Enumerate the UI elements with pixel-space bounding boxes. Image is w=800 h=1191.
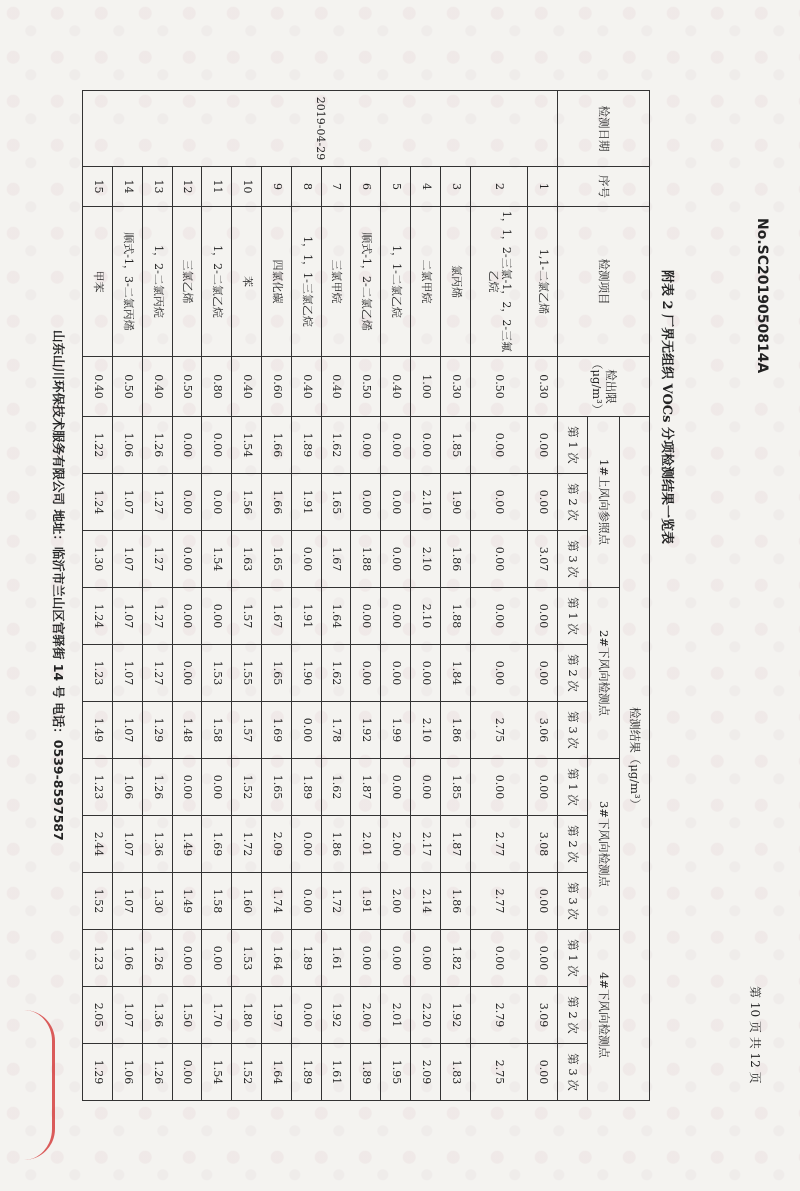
item-cell: 1，1，2-三氯-1，2，2-三氟乙烷 (470, 207, 527, 357)
value-cell: 0.00 (291, 702, 321, 759)
seq-cell: 5 (381, 167, 411, 207)
value-cell: 1.74 (262, 873, 292, 930)
value-cell: 1.26 (142, 417, 172, 474)
value-cell: 0.00 (381, 645, 411, 702)
limit-cell: 0.30 (440, 357, 470, 417)
value-cell: 0.00 (470, 588, 527, 645)
value-cell: 1.69 (262, 702, 292, 759)
seq-cell: 13 (142, 167, 172, 207)
value-cell: 1.61 (321, 930, 351, 987)
seq-cell: 2 (470, 167, 527, 207)
limit-cell: 0.50 (470, 357, 527, 417)
value-cell: 3.08 (528, 816, 558, 873)
table-row (202, 91, 232, 1101)
value-cell: 1.64 (262, 1044, 292, 1101)
value-cell: 1.30 (83, 531, 113, 588)
value-cell: 1.36 (142, 987, 172, 1044)
table-row (83, 91, 113, 1101)
value-cell: 1.22 (83, 417, 113, 474)
item-cell: 四氯化碳 (262, 207, 292, 357)
seq-cell: 14 (112, 167, 142, 207)
value-cell: 1.27 (142, 588, 172, 645)
value-cell: 0.00 (528, 873, 558, 930)
value-cell: 1.07 (112, 645, 142, 702)
table-row (291, 91, 321, 1101)
value-cell: 2.00 (381, 873, 411, 930)
seq-cell: 10 (232, 167, 262, 207)
value-cell: 0.00 (381, 588, 411, 645)
item-cell: 1,1-二氯乙烯 (528, 207, 558, 357)
value-cell: 2.01 (351, 816, 381, 873)
item-cell: 氯丙烯 (440, 207, 470, 357)
value-cell: 1.36 (142, 816, 172, 873)
value-cell: 1.91 (291, 588, 321, 645)
value-cell: 2.01 (381, 987, 411, 1044)
value-cell: 2.05 (83, 987, 113, 1044)
value-cell: 1.88 (351, 531, 381, 588)
value-cell: 1.58 (202, 873, 232, 930)
seq-cell: 12 (172, 167, 202, 207)
value-cell: 1.57 (232, 702, 262, 759)
value-cell: 1.29 (83, 1044, 113, 1101)
value-cell: 1.54 (232, 417, 262, 474)
value-cell: 0.00 (528, 417, 558, 474)
value-cell: 1.26 (142, 930, 172, 987)
value-cell: 0.00 (202, 588, 232, 645)
value-cell: 1.26 (142, 1044, 172, 1101)
value-cell: 1.49 (172, 816, 202, 873)
value-cell: 1.54 (202, 1044, 232, 1101)
value-cell: 2.77 (470, 873, 527, 930)
value-cell: 0.00 (528, 930, 558, 987)
header-point-4: 4#下风向检测点 (588, 930, 620, 1101)
table-row (112, 91, 142, 1101)
value-cell: 1.06 (112, 759, 142, 816)
value-cell: 1.06 (112, 1044, 142, 1101)
value-cell: 1.89 (291, 417, 321, 474)
value-cell: 1.86 (440, 702, 470, 759)
seq-cell: 6 (351, 167, 381, 207)
table-row (262, 91, 292, 1101)
value-cell: 0.00 (351, 417, 381, 474)
value-cell: 2.10 (411, 531, 441, 588)
value-cell: 1.50 (172, 987, 202, 1044)
table-row (172, 91, 202, 1101)
value-cell: 1.78 (321, 702, 351, 759)
value-cell: 1.24 (83, 474, 113, 531)
value-cell: 1.61 (321, 1044, 351, 1101)
value-cell: 1.69 (202, 816, 232, 873)
value-cell: 2.09 (411, 1044, 441, 1101)
value-cell: 3.07 (528, 531, 558, 588)
value-cell: 1.72 (232, 816, 262, 873)
table-row (411, 91, 441, 1101)
value-cell: 1.66 (262, 417, 292, 474)
value-cell: 0.00 (411, 759, 441, 816)
value-cell: 0.00 (351, 930, 381, 987)
value-cell: 0.00 (411, 930, 441, 987)
value-cell: 1.95 (381, 1044, 411, 1101)
date-cell: 2019-04-29 (83, 91, 558, 167)
limit-cell: 0.40 (291, 357, 321, 417)
table-row (470, 91, 527, 1101)
value-cell: 1.86 (440, 873, 470, 930)
value-cell: 1.53 (202, 645, 232, 702)
value-cell: 1.56 (232, 474, 262, 531)
value-cell: 0.00 (351, 588, 381, 645)
header-run: 第 1 次 (558, 759, 588, 816)
value-cell: 0.00 (172, 588, 202, 645)
value-cell: 0.00 (172, 930, 202, 987)
value-cell: 0.00 (202, 417, 232, 474)
value-cell: 0.00 (470, 417, 527, 474)
value-cell: 0.00 (470, 759, 527, 816)
value-cell: 2.14 (411, 873, 441, 930)
value-cell: 1.65 (262, 645, 292, 702)
header-run: 第 3 次 (558, 873, 588, 930)
value-cell: 1.72 (321, 873, 351, 930)
value-cell: 1.49 (83, 702, 113, 759)
value-cell: 1.52 (232, 1044, 262, 1101)
value-cell: 1.07 (112, 702, 142, 759)
header-run: 第 3 次 (558, 1044, 588, 1101)
value-cell: 1.23 (83, 759, 113, 816)
seq-cell: 4 (411, 167, 441, 207)
page-info: 第 10 页 共 12 页 (748, 986, 762, 1084)
value-cell: 2.10 (411, 702, 441, 759)
value-cell: 1.64 (321, 588, 351, 645)
value-cell: 1.60 (232, 873, 262, 930)
value-cell: 0.00 (172, 474, 202, 531)
value-cell: 1.62 (321, 645, 351, 702)
value-cell: 1.90 (440, 474, 470, 531)
value-cell: 1.83 (440, 1044, 470, 1101)
value-cell: 1.91 (291, 474, 321, 531)
limit-cell: 0.40 (381, 357, 411, 417)
item-cell: 1，1-二氯乙烷 (381, 207, 411, 357)
seq-cell: 1 (528, 167, 558, 207)
value-cell: 1.58 (202, 702, 232, 759)
value-cell: 3.09 (528, 987, 558, 1044)
limit-cell: 0.50 (112, 357, 142, 417)
value-cell: 0.00 (411, 645, 441, 702)
value-cell: 1.90 (291, 645, 321, 702)
table-row (232, 91, 262, 1101)
red-seal-fragment (24, 1010, 55, 1160)
value-cell: 1.52 (83, 873, 113, 930)
limit-cell: 1.00 (411, 357, 441, 417)
value-cell: 1.70 (202, 987, 232, 1044)
value-cell: 2.44 (83, 816, 113, 873)
value-cell: 0.00 (470, 531, 527, 588)
value-cell: 1.24 (83, 588, 113, 645)
limit-cell: 0.40 (83, 357, 113, 417)
value-cell: 2.75 (470, 702, 527, 759)
value-cell: 0.00 (381, 474, 411, 531)
header-date: 检测日期 (558, 91, 650, 167)
value-cell: 0.00 (202, 474, 232, 531)
value-cell: 1.65 (262, 759, 292, 816)
item-cell: 1，1，1-三氯乙烷 (291, 207, 321, 357)
value-cell: 1.48 (172, 702, 202, 759)
item-cell: 三氯甲烷 (321, 207, 351, 357)
value-cell: 0.00 (470, 930, 527, 987)
item-cell: 顺式-1，3-二氯丙烯 (112, 207, 142, 357)
limit-cell: 0.40 (142, 357, 172, 417)
value-cell: 1.86 (440, 531, 470, 588)
item-cell: 1，2-二氯丙烷 (142, 207, 172, 357)
value-cell: 0.00 (411, 417, 441, 474)
value-cell: 1.06 (112, 930, 142, 987)
table-row (142, 91, 172, 1101)
value-cell: 1.07 (112, 588, 142, 645)
value-cell: 1.88 (440, 588, 470, 645)
value-cell: 1.89 (291, 930, 321, 987)
value-cell: 1.89 (291, 1044, 321, 1101)
value-cell: 1.87 (440, 816, 470, 873)
value-cell: 0.00 (528, 588, 558, 645)
seq-cell: 9 (262, 167, 292, 207)
value-cell: 0.00 (381, 759, 411, 816)
value-cell: 0.00 (528, 1044, 558, 1101)
value-cell: 1.64 (262, 930, 292, 987)
header-run: 第 2 次 (558, 645, 588, 702)
item-cell: 甲苯 (83, 207, 113, 357)
table-row (381, 91, 411, 1101)
limit-cell: 0.50 (172, 357, 202, 417)
value-cell: 1.62 (321, 417, 351, 474)
value-cell: 1.07 (112, 816, 142, 873)
value-cell: 1.27 (142, 645, 172, 702)
value-cell: 0.00 (172, 531, 202, 588)
value-cell: 0.00 (381, 930, 411, 987)
header-limit: 检出限（μg/m³） (558, 357, 650, 417)
value-cell: 2.09 (262, 816, 292, 873)
value-cell: 2.77 (470, 816, 527, 873)
value-cell: 1.87 (351, 759, 381, 816)
value-cell: 1.97 (262, 987, 292, 1044)
value-cell: 1.27 (142, 531, 172, 588)
value-cell: 0.00 (470, 474, 527, 531)
header-run: 第 1 次 (558, 588, 588, 645)
limit-cell: 0.40 (232, 357, 262, 417)
value-cell: 0.00 (291, 987, 321, 1044)
value-cell: 0.00 (202, 759, 232, 816)
limit-cell: 0.30 (528, 357, 558, 417)
value-cell: 2.20 (411, 987, 441, 1044)
value-cell: 1.63 (232, 531, 262, 588)
seq-cell: 3 (440, 167, 470, 207)
header-item: 检测项目 (558, 207, 650, 357)
value-cell: 1.07 (112, 531, 142, 588)
table-row (321, 91, 351, 1101)
header-result: 检测结果（μg/m³） (620, 417, 650, 1101)
header-run: 第 3 次 (558, 531, 588, 588)
item-cell: 顺式-1，2-二氯乙烯 (351, 207, 381, 357)
value-cell: 1.57 (232, 588, 262, 645)
value-cell: 1.92 (351, 702, 381, 759)
value-cell: 1.92 (321, 987, 351, 1044)
limit-cell: 0.80 (202, 357, 232, 417)
seq-cell: 15 (83, 167, 113, 207)
seq-cell: 8 (291, 167, 321, 207)
value-cell: 0.00 (351, 474, 381, 531)
value-cell: 0.00 (172, 1044, 202, 1101)
item-cell: 1，2-二氯乙烷 (202, 207, 232, 357)
value-cell: 1.92 (440, 987, 470, 1044)
value-cell: 1.89 (351, 1044, 381, 1101)
value-cell: 0.00 (291, 816, 321, 873)
value-cell: 1.30 (142, 873, 172, 930)
value-cell: 0.00 (351, 645, 381, 702)
value-cell: 1.67 (262, 588, 292, 645)
value-cell: 2.79 (470, 987, 527, 1044)
value-cell: 1.27 (142, 474, 172, 531)
value-cell: 1.07 (112, 873, 142, 930)
table-row (528, 91, 558, 1101)
limit-cell: 0.60 (262, 357, 292, 417)
table-caption: 附表 2 厂界无组织 VOCs 分项检测结果一览表 (659, 270, 674, 544)
value-cell: 0.00 (172, 759, 202, 816)
value-cell: 0.00 (291, 531, 321, 588)
value-cell: 1.84 (440, 645, 470, 702)
value-cell: 1.65 (321, 474, 351, 531)
value-cell: 2.17 (411, 816, 441, 873)
header-run: 第 1 次 (558, 417, 588, 474)
value-cell: 0.00 (381, 417, 411, 474)
header-seq: 序号 (558, 167, 650, 207)
value-cell: 1.80 (232, 987, 262, 1044)
value-cell: 1.65 (262, 531, 292, 588)
value-cell: 0.00 (202, 930, 232, 987)
header-run: 第 2 次 (558, 987, 588, 1044)
value-cell: 1.67 (321, 531, 351, 588)
value-cell: 1.55 (232, 645, 262, 702)
value-cell: 0.00 (528, 645, 558, 702)
value-cell: 1.23 (83, 645, 113, 702)
value-cell: 0.00 (172, 417, 202, 474)
header-point-2: 2#下风向检测点 (588, 588, 620, 759)
document-number: No.SC2019050814A (754, 218, 770, 374)
value-cell: 0.00 (381, 531, 411, 588)
footer-text: 山东山川环保技术服务有限公司 地址：临沂市兰山区官驿街 14 号 电话：0539-8597587 (51, 330, 66, 841)
value-cell: 0.00 (291, 873, 321, 930)
value-cell: 3.06 (528, 702, 558, 759)
header-point-3: 3#下风向检测点 (588, 759, 620, 930)
value-cell: 1.89 (291, 759, 321, 816)
value-cell: 1.23 (83, 930, 113, 987)
value-cell: 2.00 (381, 816, 411, 873)
value-cell: 0.00 (528, 759, 558, 816)
limit-cell: 0.50 (351, 357, 381, 417)
value-cell: 1.26 (142, 759, 172, 816)
value-cell: 1.53 (232, 930, 262, 987)
header-run: 第 2 次 (558, 474, 588, 531)
value-cell: 1.07 (112, 987, 142, 1044)
header-run: 第 3 次 (558, 702, 588, 759)
item-cell: 三氯乙烯 (172, 207, 202, 357)
value-cell: 1.85 (440, 417, 470, 474)
limit-cell: 0.40 (321, 357, 351, 417)
value-cell: 1.29 (142, 702, 172, 759)
value-cell: 2.10 (411, 474, 441, 531)
value-cell: 1.62 (321, 759, 351, 816)
value-cell: 1.52 (232, 759, 262, 816)
value-cell: 1.49 (172, 873, 202, 930)
value-cell: 1.06 (112, 417, 142, 474)
header-run: 第 1 次 (558, 930, 588, 987)
value-cell: 1.99 (381, 702, 411, 759)
results-table (82, 90, 650, 1101)
table-row (351, 91, 381, 1101)
value-cell: 1.86 (321, 816, 351, 873)
value-cell: 1.54 (202, 531, 232, 588)
value-cell: 1.91 (351, 873, 381, 930)
header-run: 第 2 次 (558, 816, 588, 873)
header-point-1: 1#上风向参照点 (588, 417, 620, 588)
value-cell: 2.10 (411, 588, 441, 645)
value-cell: 2.75 (470, 1044, 527, 1101)
value-cell: 1.66 (262, 474, 292, 531)
value-cell: 0.00 (470, 645, 527, 702)
value-cell: 2.00 (351, 987, 381, 1044)
seq-cell: 11 (202, 167, 232, 207)
value-cell: 1.82 (440, 930, 470, 987)
item-cell: 二氯甲烷 (411, 207, 441, 357)
value-cell: 0.00 (528, 474, 558, 531)
value-cell: 1.07 (112, 474, 142, 531)
seq-cell: 7 (321, 167, 351, 207)
table-row (440, 91, 470, 1101)
value-cell: 0.00 (172, 645, 202, 702)
item-cell: 苯 (232, 207, 262, 357)
value-cell: 1.85 (440, 759, 470, 816)
